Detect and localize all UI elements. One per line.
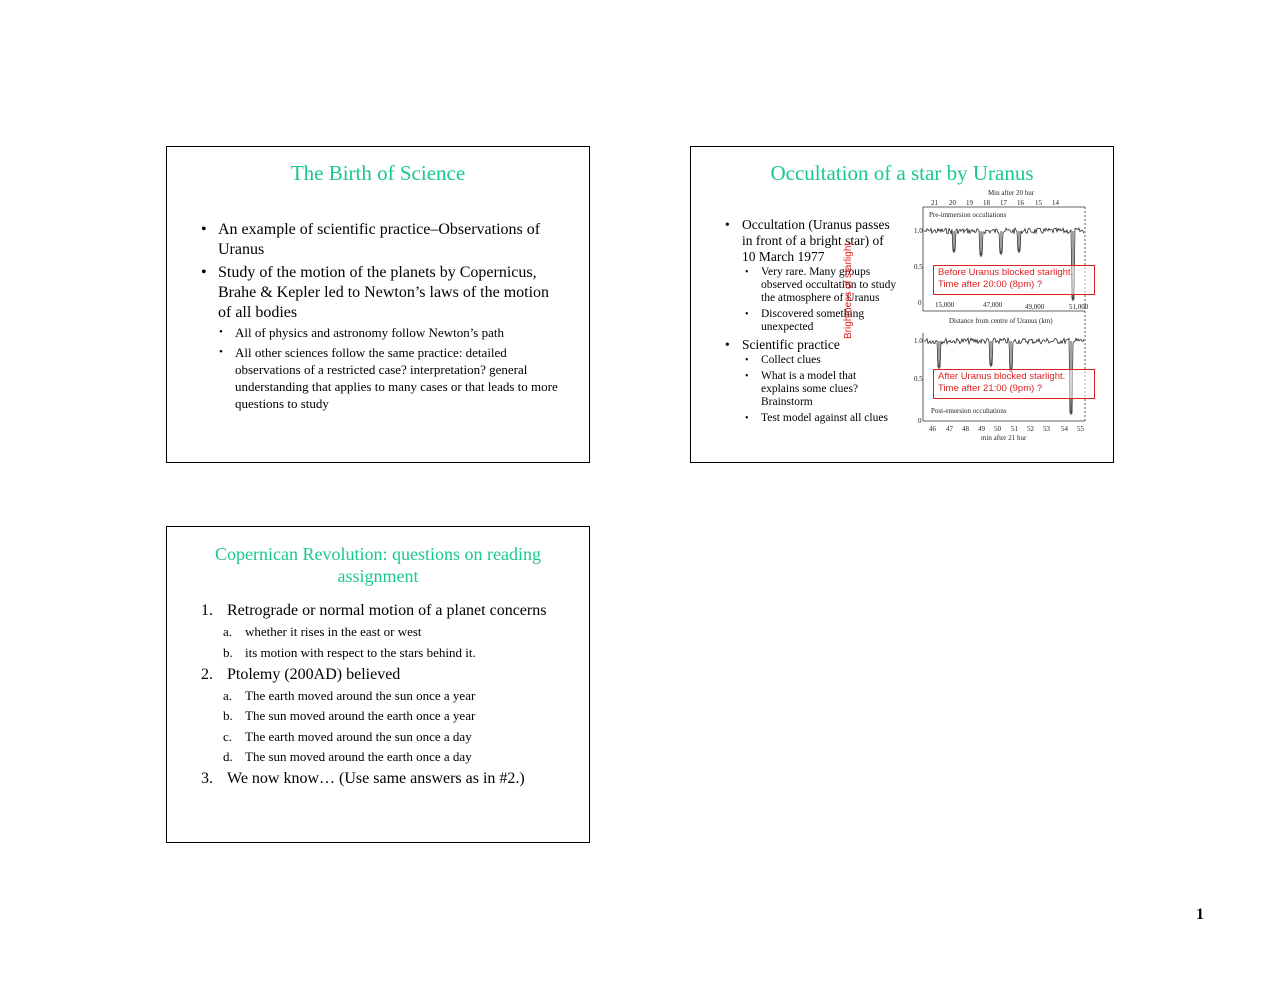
bullet-text: Occultation (Uranus passes in front of a bright star) of 10 March 1977 (742, 217, 890, 264)
top-tick: 15 (1035, 199, 1042, 207)
y-tick: 0 (918, 417, 922, 425)
y-tick: 1.0 (914, 337, 923, 345)
sub-bullet-item: • All other sciences follow the same practice: detailed observations of a restricted case? interpretation? general understanding that applies to many cases or that leads to more questions to study (218, 344, 561, 412)
annotation-line: Time after 21:00 (9pm) ? (938, 383, 1043, 394)
bottom-tick: 49 (978, 425, 985, 433)
top-tick: 20 (949, 199, 956, 207)
answer-option (201, 623, 571, 640)
bottom-tick: 47 (946, 425, 953, 433)
y-tick: 0.5 (914, 375, 923, 383)
question-list (201, 601, 571, 793)
bottom-tick: 52 (1027, 425, 1034, 433)
top-tick: 19 (966, 199, 973, 207)
slide-copernican-revolution (166, 526, 590, 843)
mid-tick: 47,000 (983, 301, 1003, 309)
answer-option (201, 687, 571, 704)
option-text: The sun moved around the earth once a day (245, 749, 472, 764)
question-number: 2. (201, 665, 213, 683)
answer-option (201, 728, 571, 745)
top-tick: 16 (1017, 199, 1024, 207)
bottom-tick: 51 (1011, 425, 1018, 433)
sub-bullet-item: • Test model against all clues (742, 412, 897, 425)
top-tick: 14 (1052, 199, 1059, 207)
option-text: The earth moved around the sun once a day (245, 728, 472, 744)
bullet-item (201, 263, 561, 412)
panel2-label: Post-emersion occultations (931, 407, 1007, 415)
option-text: The earth moved around the sun once a year (245, 687, 476, 703)
answer-option (201, 748, 571, 765)
panel1-label: Pre-immersion occultations (929, 211, 1007, 219)
bullet-list (725, 217, 897, 428)
mid-tick: 15,000 (935, 301, 955, 309)
y-tick: 1.0 (914, 227, 923, 235)
slide-title: Copernican Revolution: questions on reading assignment (215, 544, 541, 586)
option-text: its motion with respect to the stars behind it. (245, 644, 476, 660)
option-letter: a. (223, 624, 233, 639)
page-number: 1 (1196, 906, 1204, 923)
sub-bullet-item: • Very rare. Many groups observed occultation to study the atmosphere of Uranus (742, 266, 897, 305)
bottom-tick: 53 (1043, 425, 1050, 433)
slide-birth-of-science (166, 146, 590, 463)
question-item (201, 601, 571, 661)
sub-bullet-item: • What is a model that explains some clues? Brainstorm (742, 370, 897, 409)
option-letter: c. (223, 728, 233, 744)
mid-tick: 51,000 (1069, 303, 1089, 311)
bottom-tick: 46 (929, 425, 936, 433)
sub-bullet-item: • All of physics and astronomy follow Newton’s path (218, 324, 561, 341)
y-tick: 0 (918, 299, 922, 307)
bottom-tick: 55 (1077, 425, 1084, 433)
mid-axis-label: Distance from centre of Uranus (km) (949, 317, 1053, 325)
question-number: 3. (201, 770, 213, 787)
question-item (201, 665, 571, 766)
mid-tick: 49,000 (1025, 303, 1045, 311)
top-tick: 21 (931, 199, 938, 207)
option-letter: b. (223, 708, 233, 723)
question-text: We now know… (Use same answers as in #2.) (227, 770, 525, 787)
question-text: Ptolemy (200AD) believed (227, 665, 401, 683)
bullet-text: Study of the motion of the planets by Copernicus, Brahe & Kepler led to Newton’s laws of the motion of all bodies (218, 264, 550, 321)
option-text: whether it rises in the east or west (245, 624, 422, 639)
bullet-list (201, 220, 561, 415)
y-tick: 0.5 (914, 263, 923, 271)
top-axis-label: Min after 20 hur (987, 189, 1035, 197)
bottom-axis-label: min after 21 hur (981, 434, 1027, 442)
slide-title: The Birth of Science (290, 161, 466, 185)
option-letter: b. (223, 644, 233, 660)
question-number: 1. (201, 602, 213, 619)
occultation-light-curve-figure (899, 183, 1111, 445)
question-item (201, 769, 571, 789)
question-text: Retrograde or normal motion of a planet concerns (227, 602, 547, 619)
annotation-line: Time after 20:00 (8pm) ? (938, 279, 1043, 290)
sub-bullet-item: • Discovered something unexpected (742, 308, 897, 334)
answer-option (201, 644, 571, 661)
annotation-line: Before Uranus blocked starlight. (938, 267, 1074, 278)
bottom-tick: 48 (962, 425, 969, 433)
top-tick: 17 (1000, 199, 1007, 207)
option-letter: a. (223, 687, 233, 703)
y-axis-label: Brightness of starlight (843, 242, 854, 339)
slide-title: Occultation of a star by Uranus (770, 161, 1034, 185)
answer-option (201, 707, 571, 724)
annotation-after (933, 369, 1095, 399)
bullet-item: • An example of scientific practice–Observations of Uranus (201, 220, 561, 260)
bottom-tick: 54 (1061, 425, 1068, 433)
bullet-item (725, 337, 897, 425)
annotation-before (933, 265, 1095, 295)
bullet-item (725, 217, 897, 334)
top-tick: 18 (983, 199, 990, 207)
bullet-text: Scientific practice (742, 337, 840, 352)
sub-bullet-item: • Collect clues (742, 354, 897, 367)
option-letter: d. (223, 749, 233, 764)
annotation-line: After Uranus blocked starlight. (938, 371, 1066, 382)
option-text: The sun moved around the earth once a year (245, 708, 476, 723)
slide-occultation (690, 146, 1114, 463)
bottom-tick: 50 (994, 425, 1001, 433)
